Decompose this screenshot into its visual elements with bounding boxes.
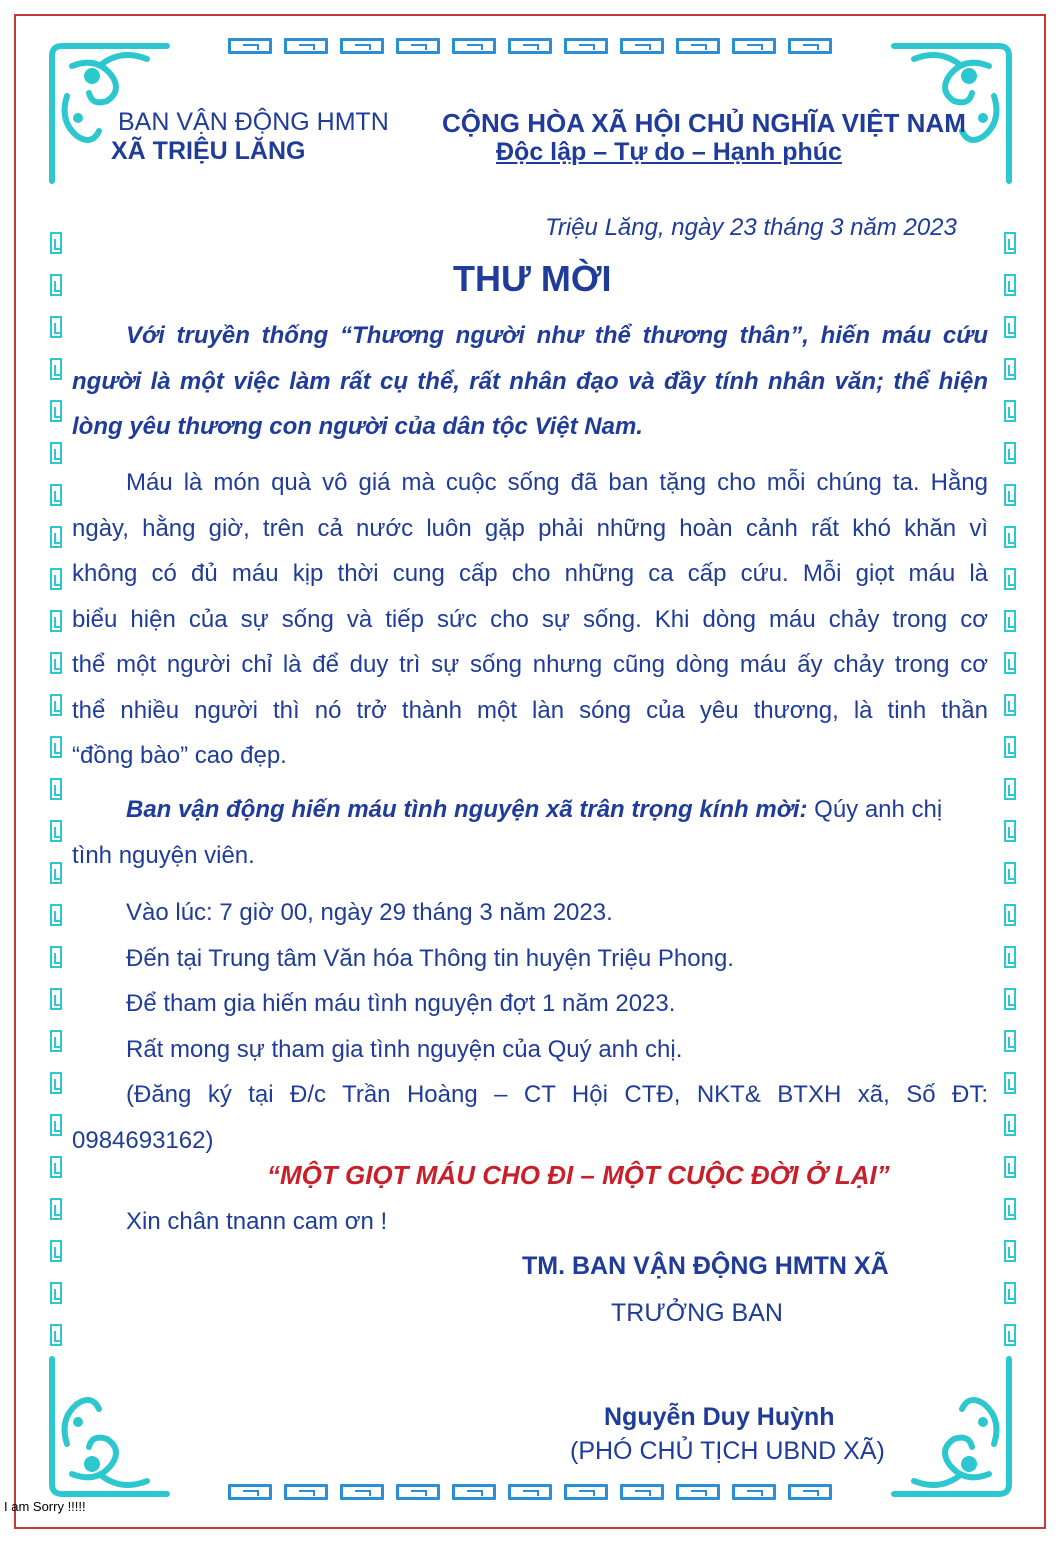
intro-line-3: lòng yêu thương con người của dân tộc Việt Nam. xyxy=(72,413,643,440)
nation-title: CỘNG HÒA XÃ HỘI CHỦ NGHĨA VIỆT NAM xyxy=(442,108,966,138)
slogan: “MỘT GIỌT MÁU CHO ĐI – MỘT CUỘC ĐỜI Ở LẠI” xyxy=(267,1160,890,1190)
invite-paragraph xyxy=(72,787,988,878)
date-line: Triệu Lăng, ngày 23 tháng 3 năm 2023 xyxy=(545,214,957,241)
intro-paragraph xyxy=(72,313,988,450)
corner-ornament-bottom-right-icon xyxy=(889,1354,1019,1504)
org-name-line1: BAN VẬN ĐỘNG HMTN xyxy=(118,108,389,136)
intro-line-1: Với truyền thống “Thương người như thể thương thân”, hiến máu cứu xyxy=(126,322,988,349)
invite-bold-text: Ban vận động hiến máu tình nguyện xã trân trọng kính mời: xyxy=(126,796,808,823)
body-line-3: không có đủ máu kịp thời cung cấp cho những ca cấp cứu. Mỗi giọt máu là xyxy=(72,560,988,587)
overlay-note: I am Sorry !!!!! xyxy=(4,1499,86,1514)
event-purpose: Để tham gia hiến máu tình nguyện đợt 1 năm 2023. xyxy=(126,990,676,1017)
details-block xyxy=(72,890,988,1163)
body-paragraph xyxy=(72,460,988,779)
signature-on-behalf: TM. BAN VẬN ĐỘNG HMTN XÃ xyxy=(522,1252,889,1280)
invite-rest-text: Qúy anh chị xyxy=(807,796,943,823)
intro-line-2: người là một việc làm rất cụ thể, rất nhân đạo và đầy tính nhân văn; thể hiện xyxy=(72,367,988,395)
body-line-1: Máu là món quà vô giá mà cuộc sống đã ban tặng cho mỗi chúng ta. Hằng xyxy=(126,469,988,496)
org-name-line2: XÃ TRIỆU LĂNG xyxy=(111,137,306,165)
signer-name: Nguyễn Duy Huỳnh xyxy=(604,1403,835,1431)
event-place: Đến tại Trung tâm Văn hóa Thông tin huyện Triệu Phong. xyxy=(126,944,734,972)
thanks-line: Xin chân tnann cam ơn ! xyxy=(126,1208,388,1235)
event-hope: Rất mong sự tham gia tình nguyện của Quý anh chị. xyxy=(126,1035,683,1063)
bottom-key-border xyxy=(228,1484,832,1500)
register-line-2: 0984693162) xyxy=(72,1126,214,1154)
invite-line-2: tình nguyện viên. xyxy=(72,841,255,869)
body-line-6: thể nhiều người thì nó trở thành một làn sóng của yêu thương, là tinh thần xyxy=(72,696,988,724)
document-title: THƯ MỜI xyxy=(453,258,612,299)
body-line-4: biểu hiện của sự sống và tiếp sức cho sự sống. Khi dòng máu chảy trong cơ xyxy=(72,605,988,633)
body-line-2: ngày, hằng giờ, trên cả nước luôn gặp phải những hoàn cảnh rất khó khăn vì xyxy=(72,514,988,542)
left-key-border xyxy=(50,232,62,1346)
corner-ornament-bottom-left-icon xyxy=(42,1354,172,1504)
body-line-5: thể một người chỉ là để duy trì sự sống nhưng cũng dòng máu ấy chảy trong cơ xyxy=(72,651,988,678)
top-key-border xyxy=(228,38,832,54)
signature-position: TRƯỞNG BAN xyxy=(611,1299,783,1327)
right-key-border xyxy=(1004,232,1016,1346)
national-motto: Độc lập – Tự do – Hạnh phúc xyxy=(496,138,842,166)
event-time: Vào lúc: 7 giờ 00, ngày 29 tháng 3 năm 2023. xyxy=(126,899,613,926)
body-line-7: “đồng bào” cao đẹp. xyxy=(72,742,287,769)
signer-role: (PHÓ CHỦ TỊCH UBND XÃ) xyxy=(570,1437,885,1465)
register-line-1: (Đăng ký tại Đ/c Trần Hoàng – CT Hội CTĐ, NKT& BTXH xã, Số ĐT: xyxy=(126,1081,988,1108)
